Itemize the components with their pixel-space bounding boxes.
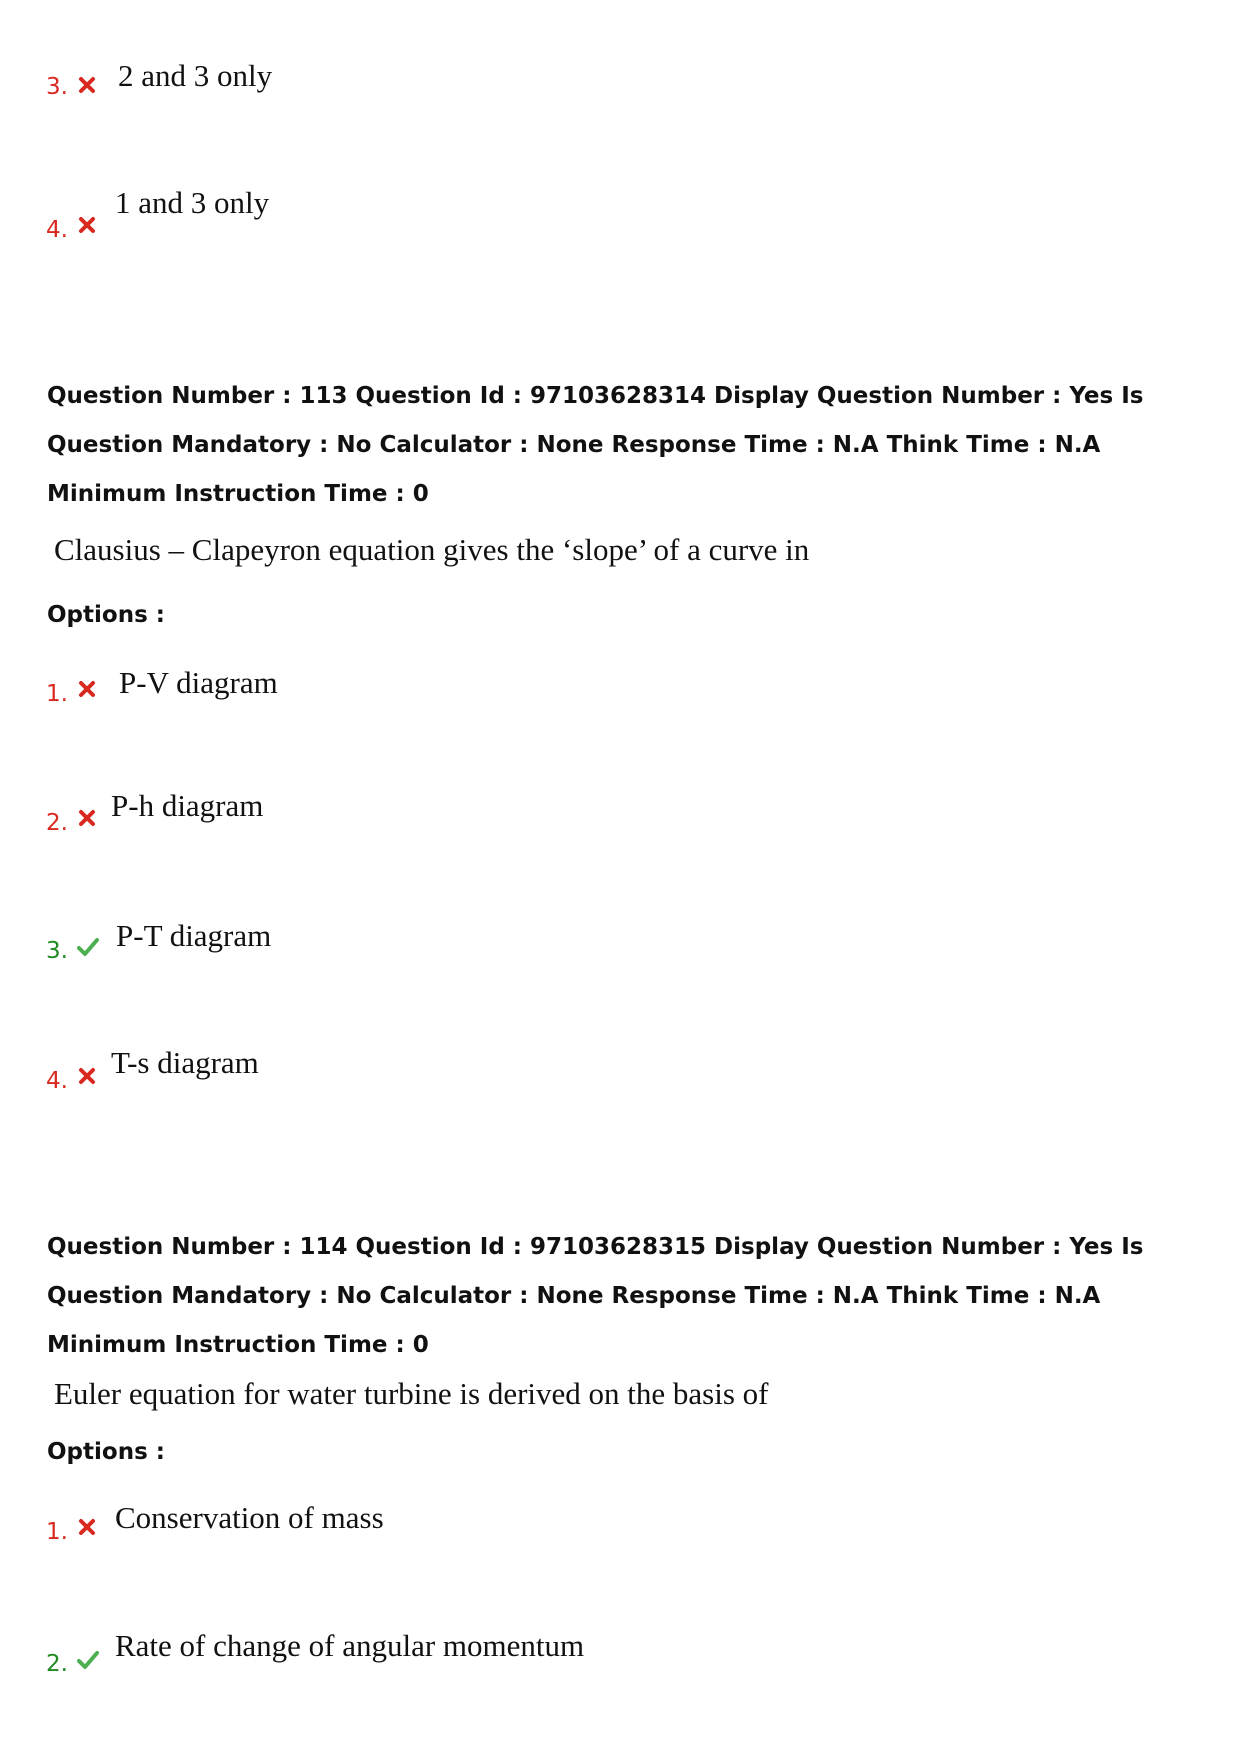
option-number: 4. [46, 217, 68, 243]
cross-icon [76, 807, 98, 829]
option-text: P-V diagram [119, 665, 278, 700]
option-text: 1 and 3 only [115, 185, 270, 220]
option-number: 1. [46, 681, 68, 707]
question-text: Clausius – Clapeyron equation gives the ‘slope’ of a curve in [54, 532, 810, 567]
option-number: 1. [46, 1519, 68, 1545]
cross-icon [76, 74, 98, 96]
option-text: Conservation of mass [115, 1500, 384, 1535]
option-text: Rate of change of angular momentum [115, 1628, 585, 1663]
option-text: T-s diagram [111, 1045, 259, 1080]
option-text: P-h diagram [111, 788, 264, 823]
option-number: 2. [46, 1651, 68, 1677]
options-label: Options : [47, 1439, 165, 1465]
question-text: Euler equation for water turbine is derived on the basis of [54, 1376, 769, 1411]
option-number: 2. [46, 810, 68, 836]
options-label: Options : [47, 602, 165, 628]
option-text: P-T diagram [116, 918, 272, 953]
cross-icon [76, 214, 98, 236]
check-icon [76, 1649, 100, 1671]
cross-icon [76, 1516, 98, 1538]
cross-icon [76, 1065, 98, 1087]
check-icon [76, 936, 100, 958]
option-number: 3. [46, 938, 68, 964]
option-number: 4. [46, 1068, 68, 1094]
option-text: 2 and 3 only [118, 58, 273, 93]
cross-icon [76, 678, 98, 700]
question-meta: Question Number : 113 Question Id : 97103628314 Display Question Number : Yes Is Question Mandatory : No Calculator : None Response Time : N.A Think Time : N.A Minimum Instruction Time : 0 [47, 383, 1144, 507]
option-number: 3. [46, 74, 68, 100]
question-meta: Question Number : 114 Question Id : 97103628315 Display Question Number : Yes Is Question Mandatory : No Calculator : None Response Time : N.A Think Time : N.A Minimum Instruction Time : 0 [47, 1234, 1144, 1358]
